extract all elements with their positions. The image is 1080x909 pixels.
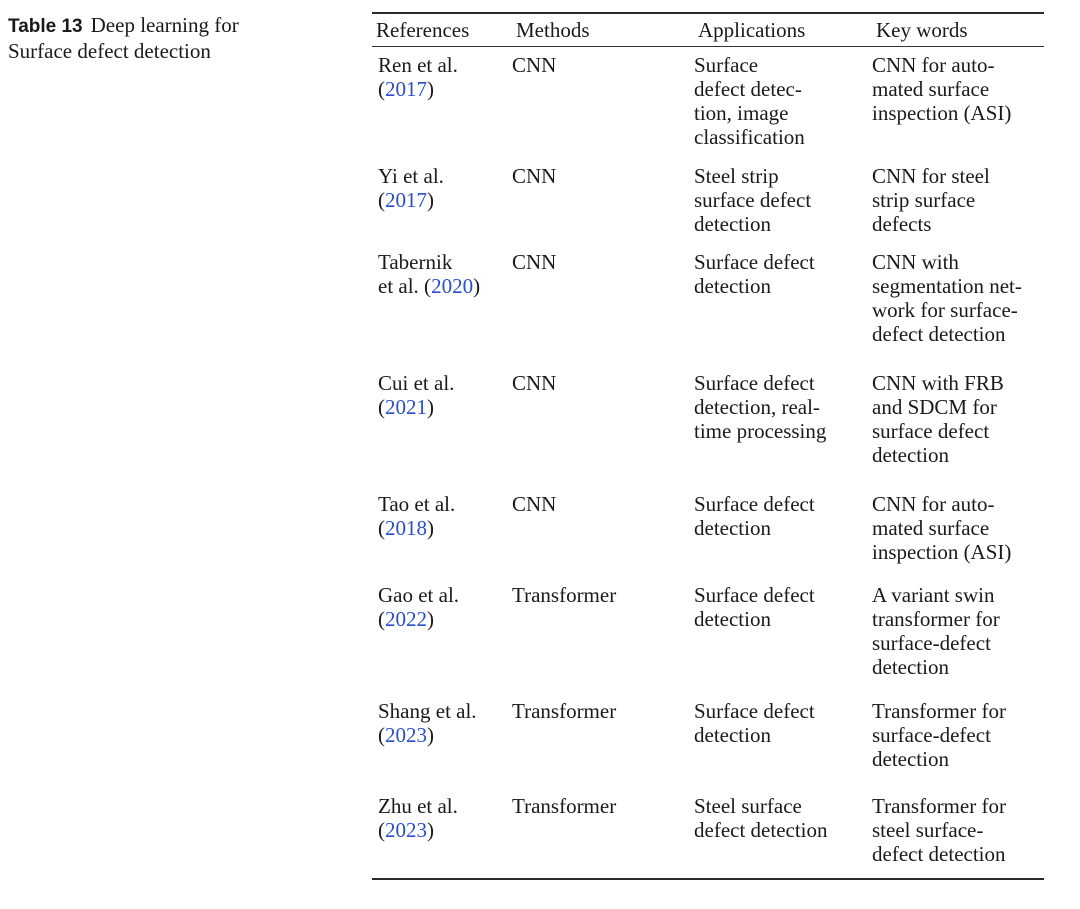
header-applications: Applications — [698, 17, 806, 42]
citation-year-link[interactable]: 2023 — [385, 723, 427, 747]
table-row — [372, 371, 1044, 492]
citation-year-link[interactable]: 2020 — [431, 274, 474, 298]
header-keywords: Key words — [876, 17, 968, 42]
method-cell: Transformer — [512, 583, 617, 607]
keywords-cell: CNN with segmentation net- work for surface- defect detection — [872, 250, 1022, 346]
data-table — [372, 12, 1044, 880]
reference-authors: Ren et al. — [378, 53, 458, 77]
table-row — [372, 794, 1044, 878]
reference-cell: Tabernik et al. (2020) — [378, 250, 481, 298]
keywords-cell: Transformer for surface-defect detection — [872, 699, 1006, 771]
reference-authors: Shang et al. — [378, 699, 477, 723]
citation-year-link[interactable]: 2017 — [385, 188, 427, 212]
table-row — [372, 47, 1044, 164]
application-cell: Surface defect detection — [694, 492, 815, 540]
keywords-cell: CNN with FRB and SDCM for surface defect detection — [872, 371, 1004, 467]
reference-cell: Ren et al. (2017) — [378, 53, 458, 101]
table-row — [372, 699, 1044, 794]
table-header — [372, 14, 1044, 46]
citation-year-link[interactable]: 2017 — [385, 77, 427, 101]
method-cell: CNN — [512, 164, 557, 188]
application-cell: Surface defect detection — [694, 583, 815, 631]
citation-year-link[interactable]: 2022 — [385, 607, 427, 631]
reference-cell: Yi et al. (2017) — [378, 164, 444, 212]
reference-authors: Gao et al. — [378, 583, 460, 607]
method-cell: Transformer — [512, 699, 617, 723]
reference-cell: Zhu et al. (2023) — [378, 794, 458, 842]
application-cell: Surface defect detec- tion, image classification — [694, 53, 805, 149]
method-cell: CNN — [512, 492, 557, 516]
table-row — [372, 492, 1044, 583]
application-cell: Surface defect detection — [694, 699, 815, 747]
application-cell: Surface defect detection — [694, 250, 815, 298]
citation-year-link[interactable]: 2023 — [385, 818, 427, 842]
keywords-cell: CNN for steel strip surface defects — [872, 164, 990, 236]
reference-cell: Shang et al. (2023) — [378, 699, 477, 747]
method-cell: CNN — [512, 371, 557, 395]
citation-year-link[interactable]: 2021 — [385, 395, 427, 419]
header-methods: Methods — [516, 17, 590, 42]
table-row — [372, 583, 1044, 699]
table-row — [372, 250, 1044, 371]
table-row — [372, 164, 1044, 250]
application-cell: Surface defect detection, real- time processing — [694, 371, 827, 443]
reference-cell: Cui et al. (2021) — [378, 371, 455, 419]
keywords-cell: CNN for auto- mated surface inspection (ASI) — [872, 492, 1012, 564]
reference-authors: Cui et al. — [378, 371, 455, 395]
table-label: Table 13 — [8, 16, 83, 37]
reference-authors: Yi et al. — [378, 164, 444, 188]
header-references: References — [376, 17, 470, 42]
reference-authors: Tao et al. — [378, 492, 456, 516]
keywords-cell: Transformer for steel surface- defect detection — [872, 794, 1006, 866]
citation-year-link[interactable]: 2018 — [385, 516, 427, 540]
bottom-rule — [372, 878, 1044, 880]
keywords-cell: CNN for auto- mated surface inspection (ASI) — [872, 53, 1012, 125]
application-cell: Steel strip surface defect detection — [694, 164, 812, 236]
method-cell: CNN — [512, 53, 557, 77]
table-title: Deep learning for Surface defect detection — [8, 13, 239, 63]
table-caption — [8, 13, 308, 63]
application-cell: Steel surface defect detection — [694, 794, 828, 842]
keywords-cell: A variant swin transformer for surface-defect detection — [872, 583, 1000, 679]
reference-cell: Tao et al. (2018) — [378, 492, 456, 540]
method-cell: CNN — [512, 250, 557, 274]
reference-authors: Zhu et al. — [378, 794, 458, 818]
reference-cell: Gao et al. (2022) — [378, 583, 460, 631]
method-cell: Transformer — [512, 794, 617, 818]
